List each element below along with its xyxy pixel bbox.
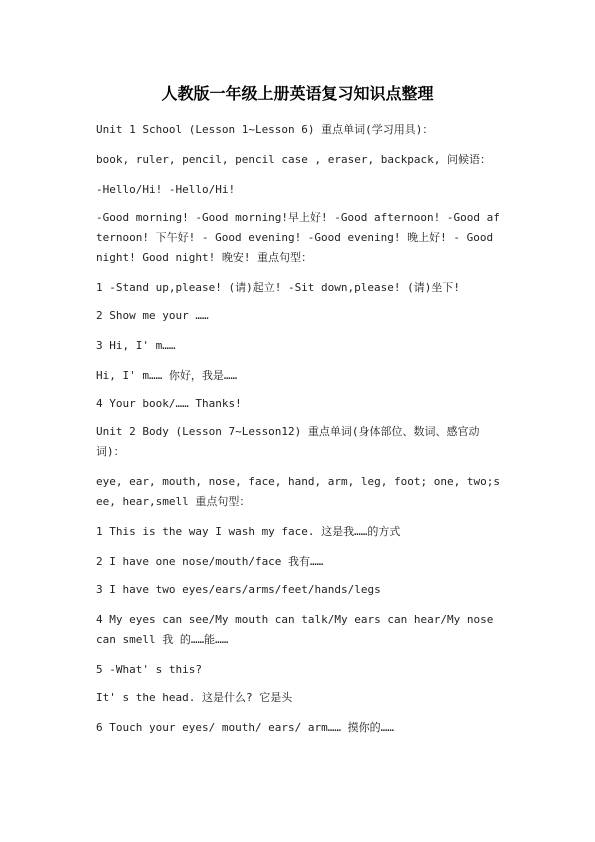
greeting-paragraph: -Good morning! -Good morning!早上好! -Good afternoon! -Good afternoon! 下午好! - Good evening! -Good evening! 晚上好! - Good night! Good night! 晚安! 重点句型： <box>96 211 500 264</box>
sentence-3-translation: Hi, I' m…… 你好，我是…… <box>96 369 238 382</box>
sentence-3: 3 Hi, I' m…… <box>96 339 176 352</box>
unit2-sentence-1: 1 This is the way I wash my face. 这是我……的方式 <box>96 525 401 538</box>
unit2-sentence-2: 2 I have one nose/mouth/face 我有…… <box>96 555 324 568</box>
unit2-sentence-4: 4 My eyes can see/My mouth can talk/My ears can hear/My nose can smell 我 的……能…… <box>96 613 494 646</box>
unit2-sentence-6: 6 Touch your eyes/ mouth/ ears/ arm…… 摸你的…… <box>96 721 394 734</box>
document-title: 人教版一年级上册英语复习知识点整理 <box>161 84 434 103</box>
unit2-vocab: eye, ear, mouth, nose, face, hand, arm, leg, foot; one, two;see, hear,smell 重点句型： <box>96 475 500 508</box>
greeting-hello: -Hello/Hi! -Hello/Hi! <box>96 183 236 196</box>
sentence-2: 2 Show me your …… <box>96 309 209 322</box>
unit1-vocab: book, ruler, pencil, pencil case , eraser, backpack, 问候语： <box>96 153 491 166</box>
unit2-heading: Unit 2 Body (Lesson 7~Lesson12) 重点单词(身体部位、数词、感官动词)： <box>96 425 480 458</box>
unit1-heading: Unit 1 School (Lesson 1~Lesson 6) 重点单词(学习用具)： <box>96 123 434 136</box>
sentence-4: 4 Your book/…… Thanks! <box>96 397 242 410</box>
unit2-sentence-5-answer: It' s the head. 这是什么? 它是头 <box>96 691 293 704</box>
sentence-1: 1 -Stand up,please! (请)起立! -Sit down,please! (请)坐下! <box>96 281 461 294</box>
unit2-sentence-5: 5 -What' s this? <box>96 663 202 676</box>
unit2-sentence-3: 3 I have two eyes/ears/arms/feet/hands/legs <box>96 583 381 596</box>
